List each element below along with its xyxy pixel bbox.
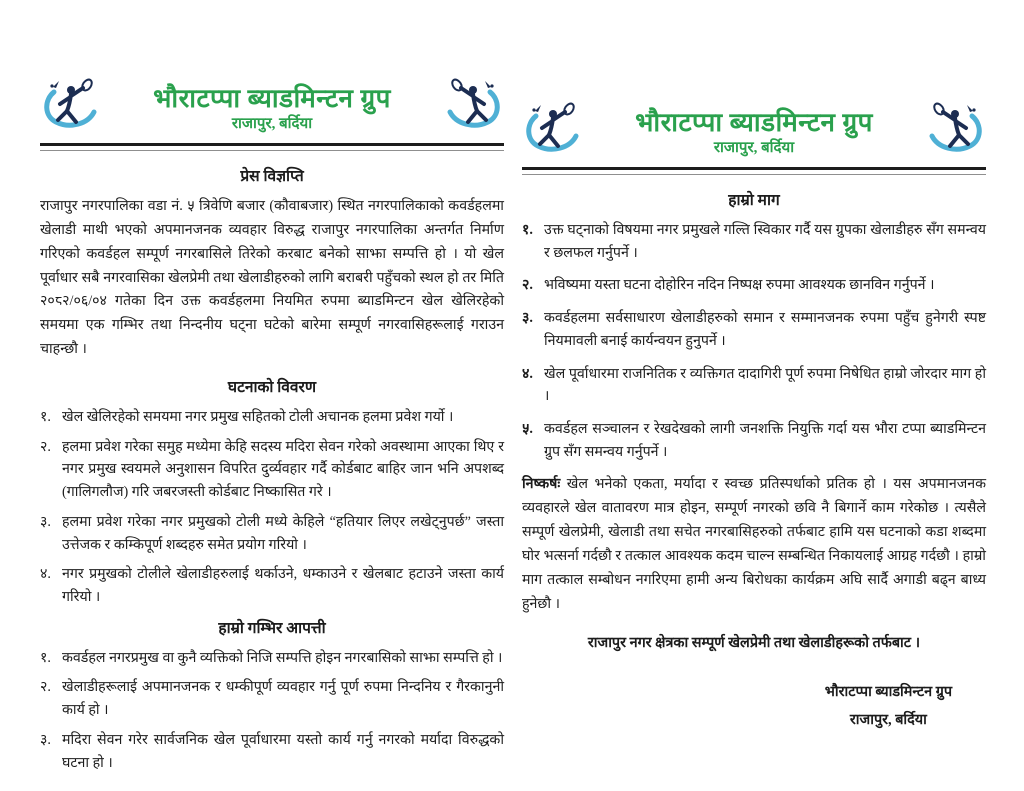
org-header-text <box>102 84 442 133</box>
org-subtitle: राजापुर, बर्दिया <box>231 115 313 132</box>
item-number: ३. <box>40 731 51 748</box>
list-item <box>40 436 504 504</box>
org-header-left <box>40 78 504 139</box>
item-number: १. <box>522 222 533 238</box>
org-title: भौराटप्पा ब्याडमिन्टन ग्रुप <box>635 107 873 137</box>
objection-list <box>40 647 504 775</box>
badminton-player-logo-icon <box>442 78 504 134</box>
list-item <box>40 563 504 608</box>
org-logo-left-icon <box>522 102 584 163</box>
incident-heading: घटनाको विवरण <box>227 379 317 397</box>
badminton-player-logo-icon <box>40 78 102 134</box>
item-number: ४. <box>40 566 51 583</box>
list-item <box>522 274 986 297</box>
item-number: २. <box>40 679 51 696</box>
demands-heading: हाम्रो माग <box>728 192 780 209</box>
item-number: ४. <box>522 365 533 382</box>
item-text: कवर्डहल सञ्चालन र रेखदेखको लागी जनशक्ति नियुक्ति गर्दा यस भौरा टप्पा ब्याडमिन्टन ग्रुप सँग समन्वय गर्नुपर्ने । <box>544 421 986 460</box>
objection-heading: हाम्रो गम्भिर आपत्ती <box>218 619 326 637</box>
item-text: उक्त घट्नाको विषयमा नगर प्रमुखले गल्ति स्विकार गर्दै यस ग्रुपका खेलाडीहरु सँग समन्वय र छलफल गर्नुपर्ने । <box>544 222 986 261</box>
right-column <box>522 102 986 735</box>
closing-line: राजापुर नगर क्षेत्रका सम्पूर्ण खेलप्रेमी तथा खेलाडीहरूको तर्फबाट । <box>587 634 921 651</box>
list-item <box>40 676 504 721</box>
demands-list <box>522 219 986 463</box>
org-title: भौराटप्पा ब्याडमिन्टन ग्रुप <box>153 83 391 113</box>
list-item <box>522 363 986 408</box>
list-item <box>522 219 986 264</box>
org-header-right <box>522 102 986 163</box>
conclusion-label: निष्कर्षः <box>522 476 561 493</box>
item-number: १. <box>40 649 51 666</box>
item-text: भविष्यमा यस्ता घटना दोहोरिन नदिन निष्पक्ष रुपमा आवश्यक छानविन गर्नुपर्ने । <box>544 277 935 294</box>
list-item <box>40 647 504 670</box>
list-item <box>40 511 504 556</box>
item-number: ५. <box>522 421 533 438</box>
header-rule <box>40 143 504 151</box>
conclusion-paragraph <box>522 473 986 616</box>
item-text: कवर्डहलमा सर्वसाधारण खेलाडीहरुको समान र सम्मानजनक रुपमा पहुँच हुनेगरी स्पष्ट नियमावली बनाई कार्यन्वयन हुनुपर्ने । <box>544 310 986 349</box>
org-logo-right-icon <box>924 102 986 163</box>
item-text: नगर प्रमुखको टोलीले खेलाडीहरुलाई थर्काउने, धम्काउने र खेलबाट हटाउने जस्ता कार्य गरियो । <box>62 566 504 606</box>
item-number: ३. <box>40 513 51 530</box>
item-text: खेल पूर्वाधारमा राजनितिक र व्यक्तिगत दादागिरी पूर्ण रुपमा निषेधित हाम्रो जोरदार माग हो । <box>544 365 986 405</box>
list-item <box>522 418 986 463</box>
incident-list <box>40 406 504 609</box>
item-number: २. <box>522 277 533 294</box>
item-text: हलमा प्रवेश गरेका नगर प्रमुखको टोली मध्ये केहिले “हतियार लिएर लखेट्नुपर्छ” जस्ता उत्तेजक र कम्किपूर्ण शब्दहरु समेत प्रयोग गरियो । <box>62 513 504 553</box>
list-item <box>522 307 986 352</box>
list-item <box>40 406 504 429</box>
item-number: ३. <box>522 310 533 327</box>
signature-location: राजापुर, बर्दिया <box>849 712 927 729</box>
badminton-player-logo-icon <box>924 102 986 158</box>
conclusion-text: खेल भनेको एकता, मर्यादा र स्वच्छ प्रतिस्पर्धाको प्रतिक हो । यस अपमानजनक व्यवहारले खेल वातावरण मात्र होइन, सम्पूर्ण नगरको छवि नै बिगार्ने काम गरेकोछ । त्यसैले सम्पूर्ण खेलप्रेमी, खेलाडी तथा सचेत नगरबासिहरुको तर्फबाट हामि यस घटनाको कडा शब्दमा घोर भत्सर्ना गर्दछौ र तत्काल आवश्यक कदम चाल्न सम्बन्धित निकायलाई आग्रह गर्दछौ । हाम्रो माग तत्काल सम्बोधन नगरिएमा हामी अन्य बिरोधका कार्यक्रम अघि सार्दै अगाडी बढ्न बाध्य हुनेछौ । <box>522 476 986 612</box>
org-header-text <box>584 108 924 157</box>
badminton-player-logo-icon <box>522 102 584 158</box>
item-text: खेलाडीहरूलाई अपमानजनक र धम्कीपूर्ण व्यवहार गर्नु पूर्ण रुपमा निन्दनिय र गैरकानुनी कार्य हो । <box>62 679 504 719</box>
org-subtitle: राजापुर, बर्दिया <box>713 139 795 156</box>
org-logo-right-icon <box>442 78 504 139</box>
item-text: मदिरा सेवन गरेर सार्वजनिक खेल पूर्वाधारमा यस्तो कार्य गर्नु नगरको मर्यादा विरुद्धको घटना हो । <box>62 731 504 771</box>
list-item <box>40 729 504 774</box>
item-text: कवर्डहल नगरप्रमुख वा कुनै व्यक्तिको निजि सम्पत्ति होइन नगरबासिको साझा सम्पत्ति हो । <box>62 649 503 666</box>
intro-paragraph: राजापुर नगरपालिका वडा नं. ५ त्रिवेणि बजार (कौवाबजार) स्थित नगरपालिकाको कवर्डहलमा खेलाडी माथी भएको अपमानजनक व्यवहार विरुद्ध राजापुर नगरपालिका अन्तर्गत निर्माण गरिएको कवर्डहल सम्पूर्ण नगरबासिले तिरेको करबाट बनेको साझा सम्पत्ति हो । यो खेल पूर्वाधार सबै नगरवासिका खेलप्रेमी तथा खेलाडीहरुको लागि बराबरी पहुँचको स्थल हो तर मिति २०८२/०६/०४ गतेका दिन उक्त कवर्डहलमा नियमित रुपमा ब्याडमिन्टन खेल खेलिरहेको समयमा एक गम्भिर तथा निन्दनीय घट्ना घटेको बारेमा सम्पूर्ण नगरवासिहरूलाई गराउन चाहन्छौ । <box>40 198 504 358</box>
org-logo-left-icon <box>40 78 102 139</box>
item-number: २. <box>40 438 51 455</box>
press-release-heading: प्रेस विज्ञप्ति <box>240 168 304 185</box>
header-rule <box>522 167 986 175</box>
left-column <box>40 78 504 781</box>
item-text: हलमा प्रवेश गरेका समुह मध्येमा केहि सदस्य मदिरा सेवन गरेको अवस्थामा आएका थिए र नगर प्रमुख स्वयमले अनुशासन विपरित दुर्व्यवहार गर्दै कोर्डबाट बाहिर जान भनि अपशब्द (गालिगलौज) गरि जबरजस्ती कोर्डबाट निष्कासित गरे । <box>62 438 504 501</box>
signature-org-name: भौराटप्पा ब्याडमिन्टन ग्रुप <box>824 683 952 700</box>
signature-block <box>825 678 952 736</box>
item-number: १. <box>40 409 51 426</box>
item-text: खेल खेलिरहेको समयमा नगर प्रमुख सहितको टोली अचानक हलमा प्रवेश गर्यो । <box>62 409 454 426</box>
